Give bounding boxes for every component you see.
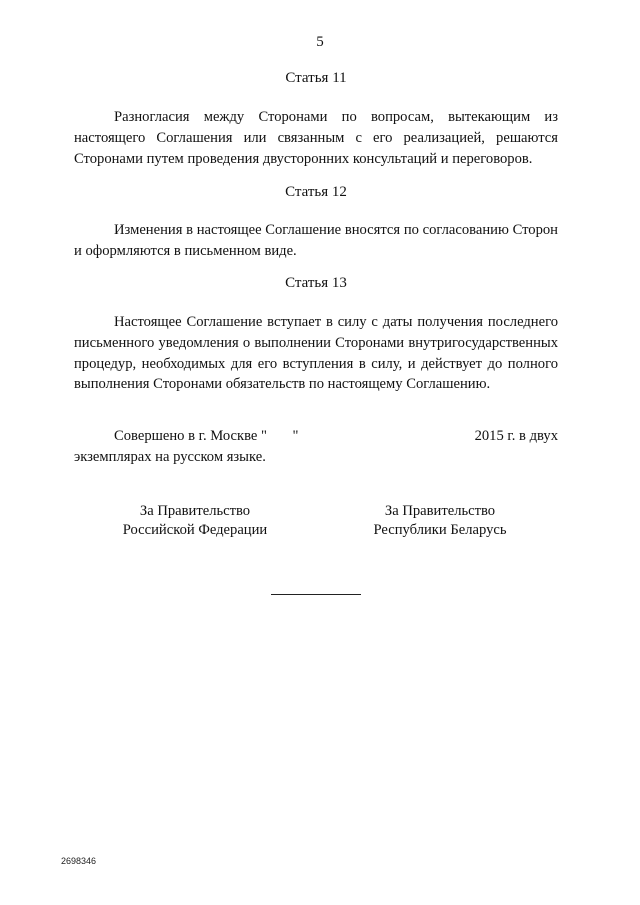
signatory-label: За Правительство [139,503,251,519]
article-text: Настоящее Соглашение вступает в силу с даты получения последнего письменного уведомления о выполнении Сторонами внутригосударственных процедур, необходимых для его вступления в силу, и действует до полного выполнения Сторонами обязательств по настоящему Соглашению. [74,314,558,393]
article-12 [74,182,558,262]
article-title: Статья 11 [285,70,347,86]
article-13 [74,273,558,395]
execution-year: 2015 г. в двух [474,428,558,444]
page-number: 5 [316,34,324,50]
article-11 [74,68,558,169]
signatory-belarus [358,502,522,540]
signatory-label: За Правительство [384,503,496,519]
document-code: 2698346 [61,856,97,866]
article-text: Изменения в настоящее Соглашение вносятся по согласованию Сторон и оформляются в письменном виде. [74,222,558,259]
article-text: Разногласия между Сторонами по вопросам, вытекающим из настоящего Соглашения или связанным с его реализацией, решаются Сторонами путем проведения двусторонних консультаций и переговоров. [74,109,558,167]
execution-place: Совершено в г. Москве " " [114,428,299,444]
end-divider [271,594,361,595]
article-title: Статья 13 [285,275,347,291]
execution-copies: экземплярах на русском языке. [74,449,266,465]
signatory-russia [110,502,280,540]
article-title: Статья 12 [285,184,347,200]
execution-clause-line [74,426,558,447]
signatory-party: Российской Федерации [122,522,268,538]
signatory-party: Республики Беларусь [373,522,507,538]
execution-clause [74,426,558,468]
